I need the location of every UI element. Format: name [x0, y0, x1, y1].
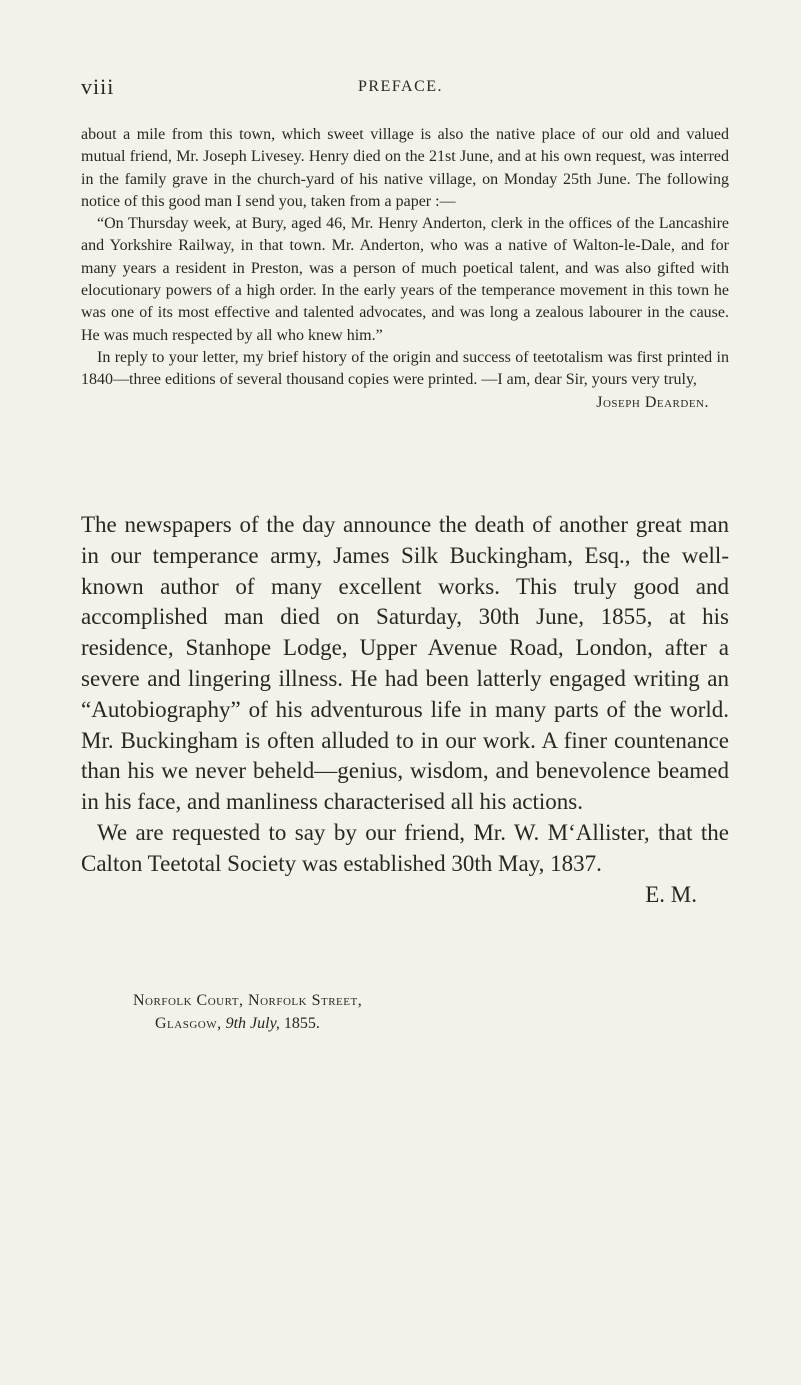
letter-signature: Joseph Dearden. [596, 393, 709, 411]
page-header [0, 74, 801, 104]
address-place: Glasgow, [155, 1014, 222, 1032]
letter-paragraph-3: In reply to your letter, my brief history of the origin and success of teetotalism was first printed in 1840—three editions of several thousand copies were printed. —I am, dear Sir, yours very truly, [81, 348, 729, 389]
date-line [133, 1013, 733, 1036]
body-paragraph-2: We are requested to say by our friend, Mr. W. M‘Allister, that the Calton Teetotal Society was established 30th May, 1837. [81, 819, 729, 876]
body-paragraph-1: The newspapers of the day announce the death of another great man in our temperance army, James Silk Buckingham, Esq., the well-known author of many excellent works. This truly good and accomplished man died on Saturday, 30th June, 1855, at his residence, Stanhope Lodge, Upper Avenue Road, London, after a severe and lingering illness. He had been latterly engaged writing an “Autobiography” of his adventurous life in many parts of the world. Mr. Buckingham is often alluded to in our work. A finer countenance than his we never beheld—genius, wisdom, and benevolence beamed in his face, and manliness characterised all his actions. [81, 512, 729, 815]
quoted-letter [81, 124, 729, 414]
author-initials: E. M. [645, 881, 697, 907]
letter-paragraph-1: about a mile from this town, which sweet village is also the native place of our old and valued mutual friend, Mr. Joseph Livesey. Henry died on the 21st June, and at his own request, was interred in the family grave in the church-yard of his native village, on Monday 25th June. The following notice of this good man I send you, taken from a paper :— [81, 126, 729, 210]
letter-paragraph-2: “On Thursday week, at Bury, aged 46, Mr. Henry Anderton, clerk in the offices of the Lancashire and Yorkshire Railway, in that town. Mr. Anderton, who was a native of Walton-le-Dale, and for many years a resident in Preston, was a person of much poetical talent, and was also gifted with elocutionary powers of a high order. In the early years of the temperance movement in this town he was one of its most effective and talented advocates, and was long a zealous labourer in the cause. He was much respected by all who knew him.” [81, 215, 729, 344]
running-head: PREFACE. [357, 78, 444, 95]
address-date: 9th July, [225, 1014, 280, 1032]
address-year: 1855. [283, 1014, 320, 1032]
page-number: viii [81, 74, 115, 99]
preface-body [81, 510, 729, 910]
address-line: Norfolk Court, Norfolk Street, [133, 992, 363, 1009]
dateline-address [133, 990, 733, 1035]
